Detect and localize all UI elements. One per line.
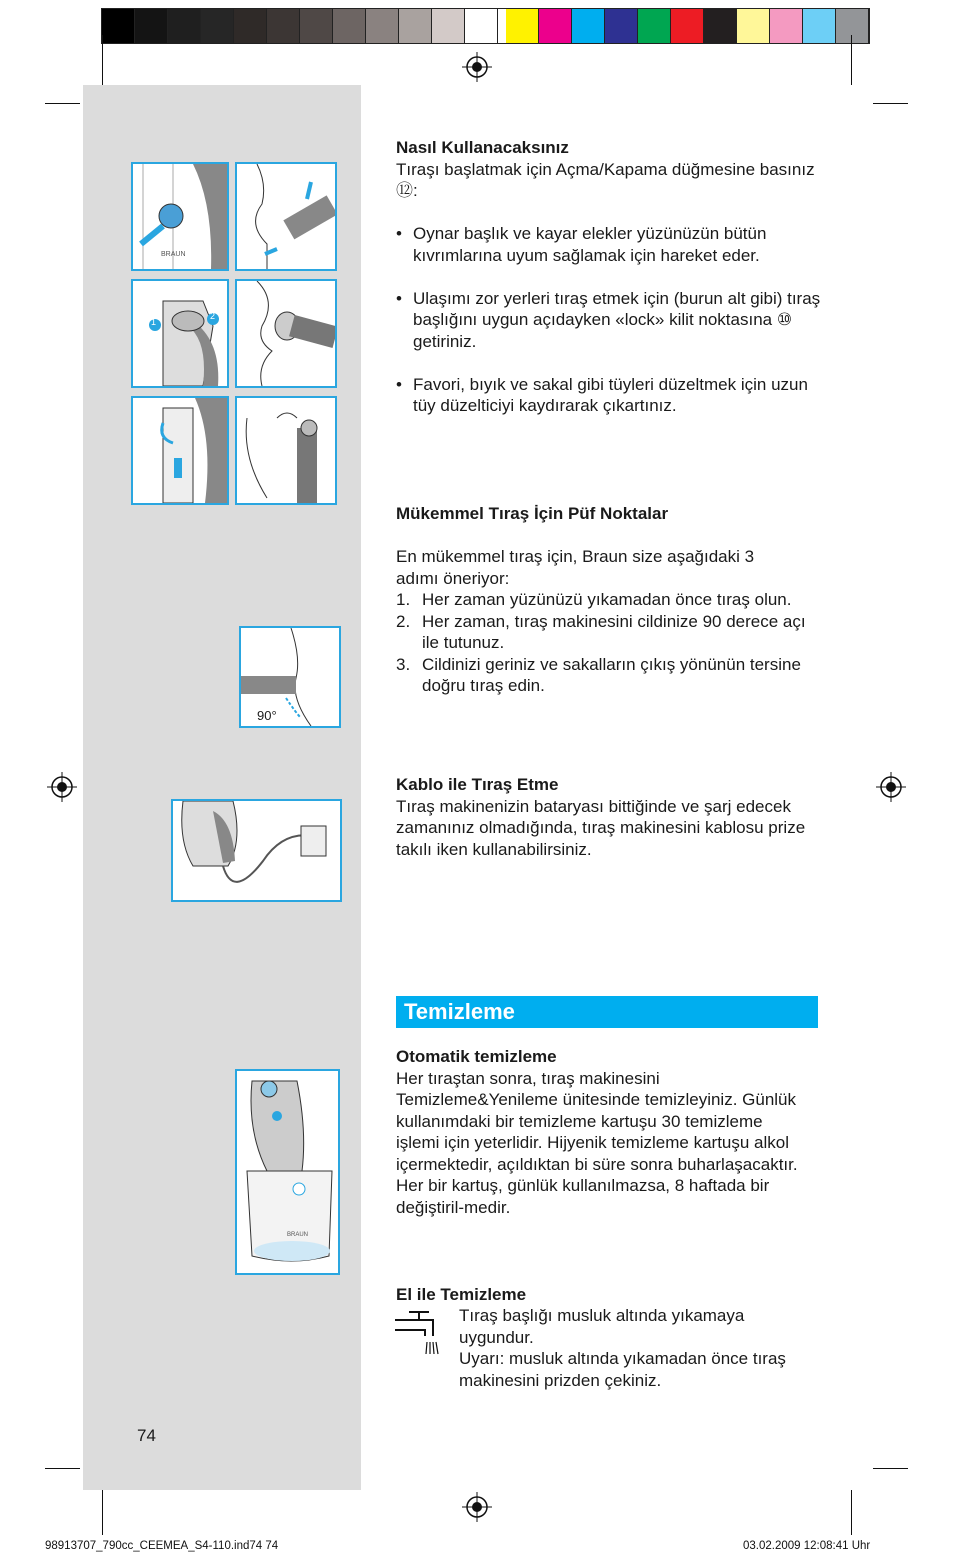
section-corded-shaving [396,774,826,860]
section-shaving-tips [396,503,826,697]
color-swatch [803,9,836,43]
color-swatch [267,9,300,43]
color-swatch [333,9,366,43]
color-swatch [770,9,803,43]
section-automatic-cleaning [396,1046,806,1218]
callout-1: 1 [151,317,157,327]
text-manual-cleaning-2: Uyarı: musluk altında yıkamadan önce tıraş makinesini prizden çekiniz. [459,1349,786,1390]
step-number: 3. [396,654,411,674]
svg-text:BRAUN: BRAUN [287,1232,309,1238]
color-swatch [201,9,234,43]
figure-clean-renew-station [235,1069,340,1275]
section-how-to-use [396,137,826,417]
color-swatch [399,9,432,43]
figure-shaving-neck [235,162,337,271]
color-swatch [465,9,498,43]
bullet-item: • Favori, bıyık ve sakal gibi tüyleri düzeltmek için uzun tüy düzelticiyi kaydırarak çıkartınız. [396,374,826,417]
registration-mark-icon [462,1492,492,1522]
crop-mark [45,103,80,104]
text-manual-cleaning-1: Tıraş başlığı musluk altında yıkamaya uygundur. [459,1306,745,1347]
step-text: Her zaman, tıraş makinesini cildinize 90 derece açı ile tutunuz. [422,611,806,652]
numbered-step [396,589,826,611]
color-swatch [836,9,869,43]
color-swatch [704,9,737,43]
color-swatch [168,9,201,43]
angle-label: 90° [257,708,277,723]
bullet-item: • Oynar başlık ve kayar elekler yüzünüzün bütün kıvrımlarına uyum sağlamak için hareket eder. [396,223,826,266]
slug-timestamp: 03.02.2009 12:08:41 Uhr [743,1540,871,1552]
heading-shaving-tips: Mükemmel Tıraş İçin Püf Noktalar [396,504,669,523]
text-automatic-cleaning: Her tıraştan sonra, tıraş makinesini Temizleme&Yenileme ünitesinde temizleyiniz. Günlük kullanımdaki bir temizleme kartuşu 30 temizleme işlemi için yeterlidir. Hijyenik temizleme kartuşu alkol içermektedir, açıldıktan bi süre sonra buharlaşacaktır. Her bir kartuş, günlük kullanılmazsa, 8 haftada bir değiştiril-medir. [396,1068,798,1217]
color-swatch [366,9,399,43]
page-number: 74 [137,1426,156,1445]
figure-corded-shaving [171,799,342,902]
crop-mark [851,35,852,85]
figure-lock-head [131,279,229,388]
heading-corded-shaving: Kablo ile Tıraş Etme [396,775,559,794]
bullet-item: • Ulaşımı zor yerleri tıraş etmek için (burun alt gibi) tıraş başlığını uygun açıdayken «lock» kilit noktasına ⑩ getiriniz. [396,288,826,353]
crop-mark [102,1490,103,1535]
figure-90-degree-angle [239,626,341,728]
step-text: Her zaman yüzünüzü yıkamadan önce tıraş olun. [422,590,792,609]
figure-shaver-on-button [131,162,229,271]
text-corded-shaving: Tıraş makinenizin bataryası bittiğinde ve şarj edecek zamanınız olmadığında, tıraş makinesini kablosu prize takılı iken kullanabilirsiniz. [396,796,806,859]
registration-mark-icon [47,772,77,802]
svg-text:BRAUN: BRAUN [161,251,186,258]
registration-mark-icon [876,772,906,802]
color-control-strip [101,8,870,44]
registration-mark-icon [462,52,492,82]
callout-2: 2 [210,311,216,321]
color-swatch [671,9,704,43]
color-swatch [300,9,333,43]
color-swatch [605,9,638,43]
intro-how-to-use: Tıraşı başlatmak için Açma/Kapama düğmesine basınız ⑫: [396,159,815,200]
section-bar-cleaning [396,996,818,1028]
color-swatch [572,9,605,43]
crop-mark [45,1468,80,1469]
figure-shaving-nose [235,279,337,388]
step-number: 1. [396,590,411,609]
color-swatch [506,9,539,43]
heading-how-to-use: Nasıl Kullanacaksınız [396,138,569,157]
faucet-icon [395,1308,445,1358]
slug-file-info: 98913707_790cc_CEEMEA_S4-110.ind74 74 [45,1540,279,1552]
crop-mark [873,103,908,104]
color-swatch [135,9,168,43]
section-title-cleaning: Temizleme [404,999,515,1024]
step-number: 2. [396,611,411,631]
color-swatch [234,9,267,43]
figure-long-hair-trimmer [131,396,229,505]
crop-mark [873,1468,908,1469]
color-swatch [638,9,671,43]
intro-shaving-tips: En mükemmel tıraş için, Braun size aşağıdaki 3 adımı öneriyor: [396,547,755,588]
manual-cleaning-body [459,1305,819,1391]
numbered-step [396,611,826,654]
color-swatch [539,9,572,43]
heading-automatic-cleaning: Otomatik temizleme [396,1047,557,1066]
numbered-step [396,654,826,697]
step-text: Cildinizi geriniz ve sakalların çıkış yönünün tersine doğru tıraş edin. [422,654,801,695]
figure-trimming-sideburns [235,396,337,505]
section-manual-cleaning [396,1284,826,1306]
color-swatch [432,9,465,43]
crop-mark [851,1490,852,1535]
color-swatch [102,9,135,43]
crop-mark [102,35,103,85]
color-swatch [737,9,770,43]
heading-manual-cleaning: El ile Temizleme [396,1285,527,1304]
